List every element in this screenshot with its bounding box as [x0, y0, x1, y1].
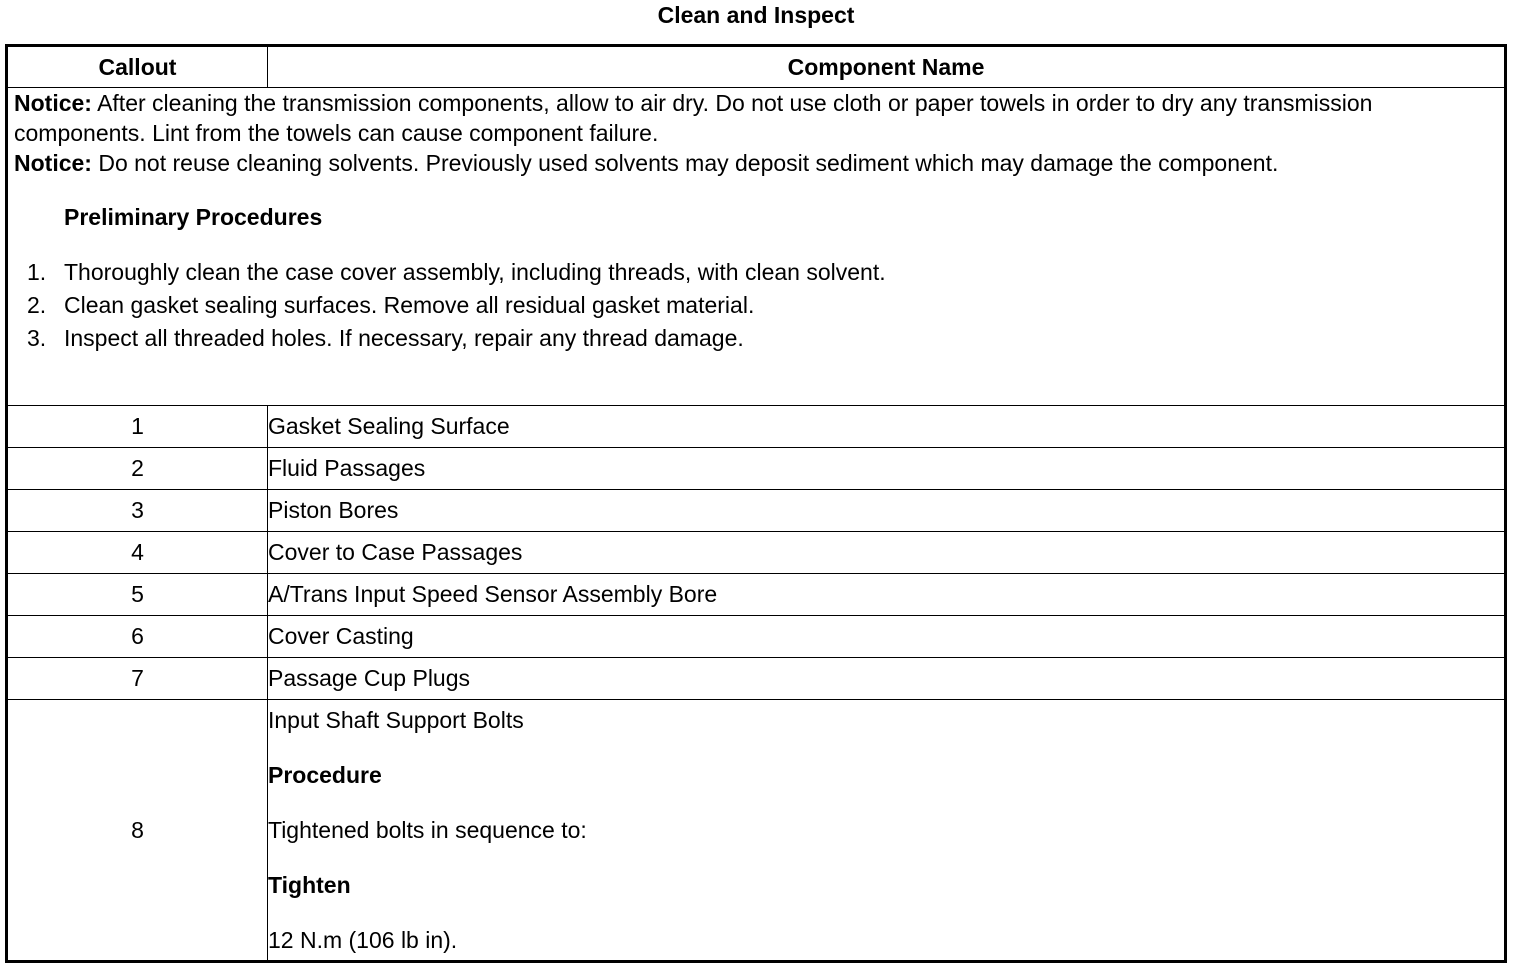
component-detail-cell [268, 700, 1506, 962]
step-number: 3. [27, 325, 47, 351]
component-name-cell: Cover to Case Passages [268, 532, 1506, 574]
component-name-cell: A/Trans Input Speed Sensor Assembly Bore [268, 574, 1506, 616]
table-row [7, 448, 1506, 490]
callout-cell: 4 [7, 532, 268, 574]
list-item [14, 256, 1498, 289]
callout-cell: 2 [7, 448, 268, 490]
table-row [7, 658, 1506, 700]
clean-inspect-table [5, 44, 1507, 963]
tighten-label: Tighten [268, 872, 351, 898]
table-row [7, 616, 1506, 658]
table-row [7, 532, 1506, 574]
notice-text: Do not reuse cleaning solvents. Previously used solvents may deposit sediment which may damage the component. [91, 150, 1279, 176]
callout-cell: 8 [7, 700, 268, 962]
component-name-cell: Gasket Sealing Surface [268, 406, 1506, 448]
notice-2 [14, 148, 1498, 178]
step-number: 2. [27, 292, 47, 318]
list-item [14, 289, 1498, 322]
notice-1 [14, 88, 1498, 148]
step-text: Inspect all threaded holes. If necessary, repair any thread damage. [64, 325, 744, 351]
step-text: Clean gasket sealing surfaces. Remove all residual gasket material. [64, 292, 755, 318]
notice-label: Notice: [14, 90, 92, 116]
torque-spec: 12 N.m (106 lb in). [268, 927, 458, 953]
notice-label: Notice: [14, 150, 92, 176]
callout-cell: 5 [7, 574, 268, 616]
callout-cell: 6 [7, 616, 268, 658]
page-title: Clean and Inspect [657, 2, 855, 28]
list-item [14, 322, 1498, 355]
table-row [7, 490, 1506, 532]
notes-row [7, 88, 1506, 406]
procedure-label: Procedure [268, 762, 382, 788]
callout-cell: 7 [7, 658, 268, 700]
callout-header: Callout [7, 46, 268, 88]
table-row-8 [7, 700, 1506, 962]
component-name: Input Shaft Support Bolts [268, 707, 524, 733]
component-name-cell: Fluid Passages [268, 448, 1506, 490]
preliminary-steps-list [14, 256, 1498, 355]
component-name-header: Component Name [268, 46, 1506, 88]
table-row [7, 406, 1506, 448]
table-row [7, 574, 1506, 616]
component-name-cell: Passage Cup Plugs [268, 658, 1506, 700]
notes-cell [7, 88, 1506, 406]
component-name-cell: Piston Bores [268, 490, 1506, 532]
procedure-text: Tightened bolts in sequence to: [268, 817, 587, 843]
notice-text: After cleaning the transmission components, allow to air dry. Do not use cloth or paper towels in order to dry any transmission components. Lint from the towels can cause component failure. [14, 90, 1373, 146]
step-text: Thoroughly clean the case cover assembly, including threads, with clean solvent. [64, 259, 886, 285]
callout-cell: 1 [7, 406, 268, 448]
step-number: 1. [27, 259, 47, 285]
component-name-cell: Cover Casting [268, 616, 1506, 658]
callout-cell: 3 [7, 490, 268, 532]
preliminary-procedures-heading: Preliminary Procedures [64, 204, 323, 230]
table-header-row [7, 46, 1506, 88]
